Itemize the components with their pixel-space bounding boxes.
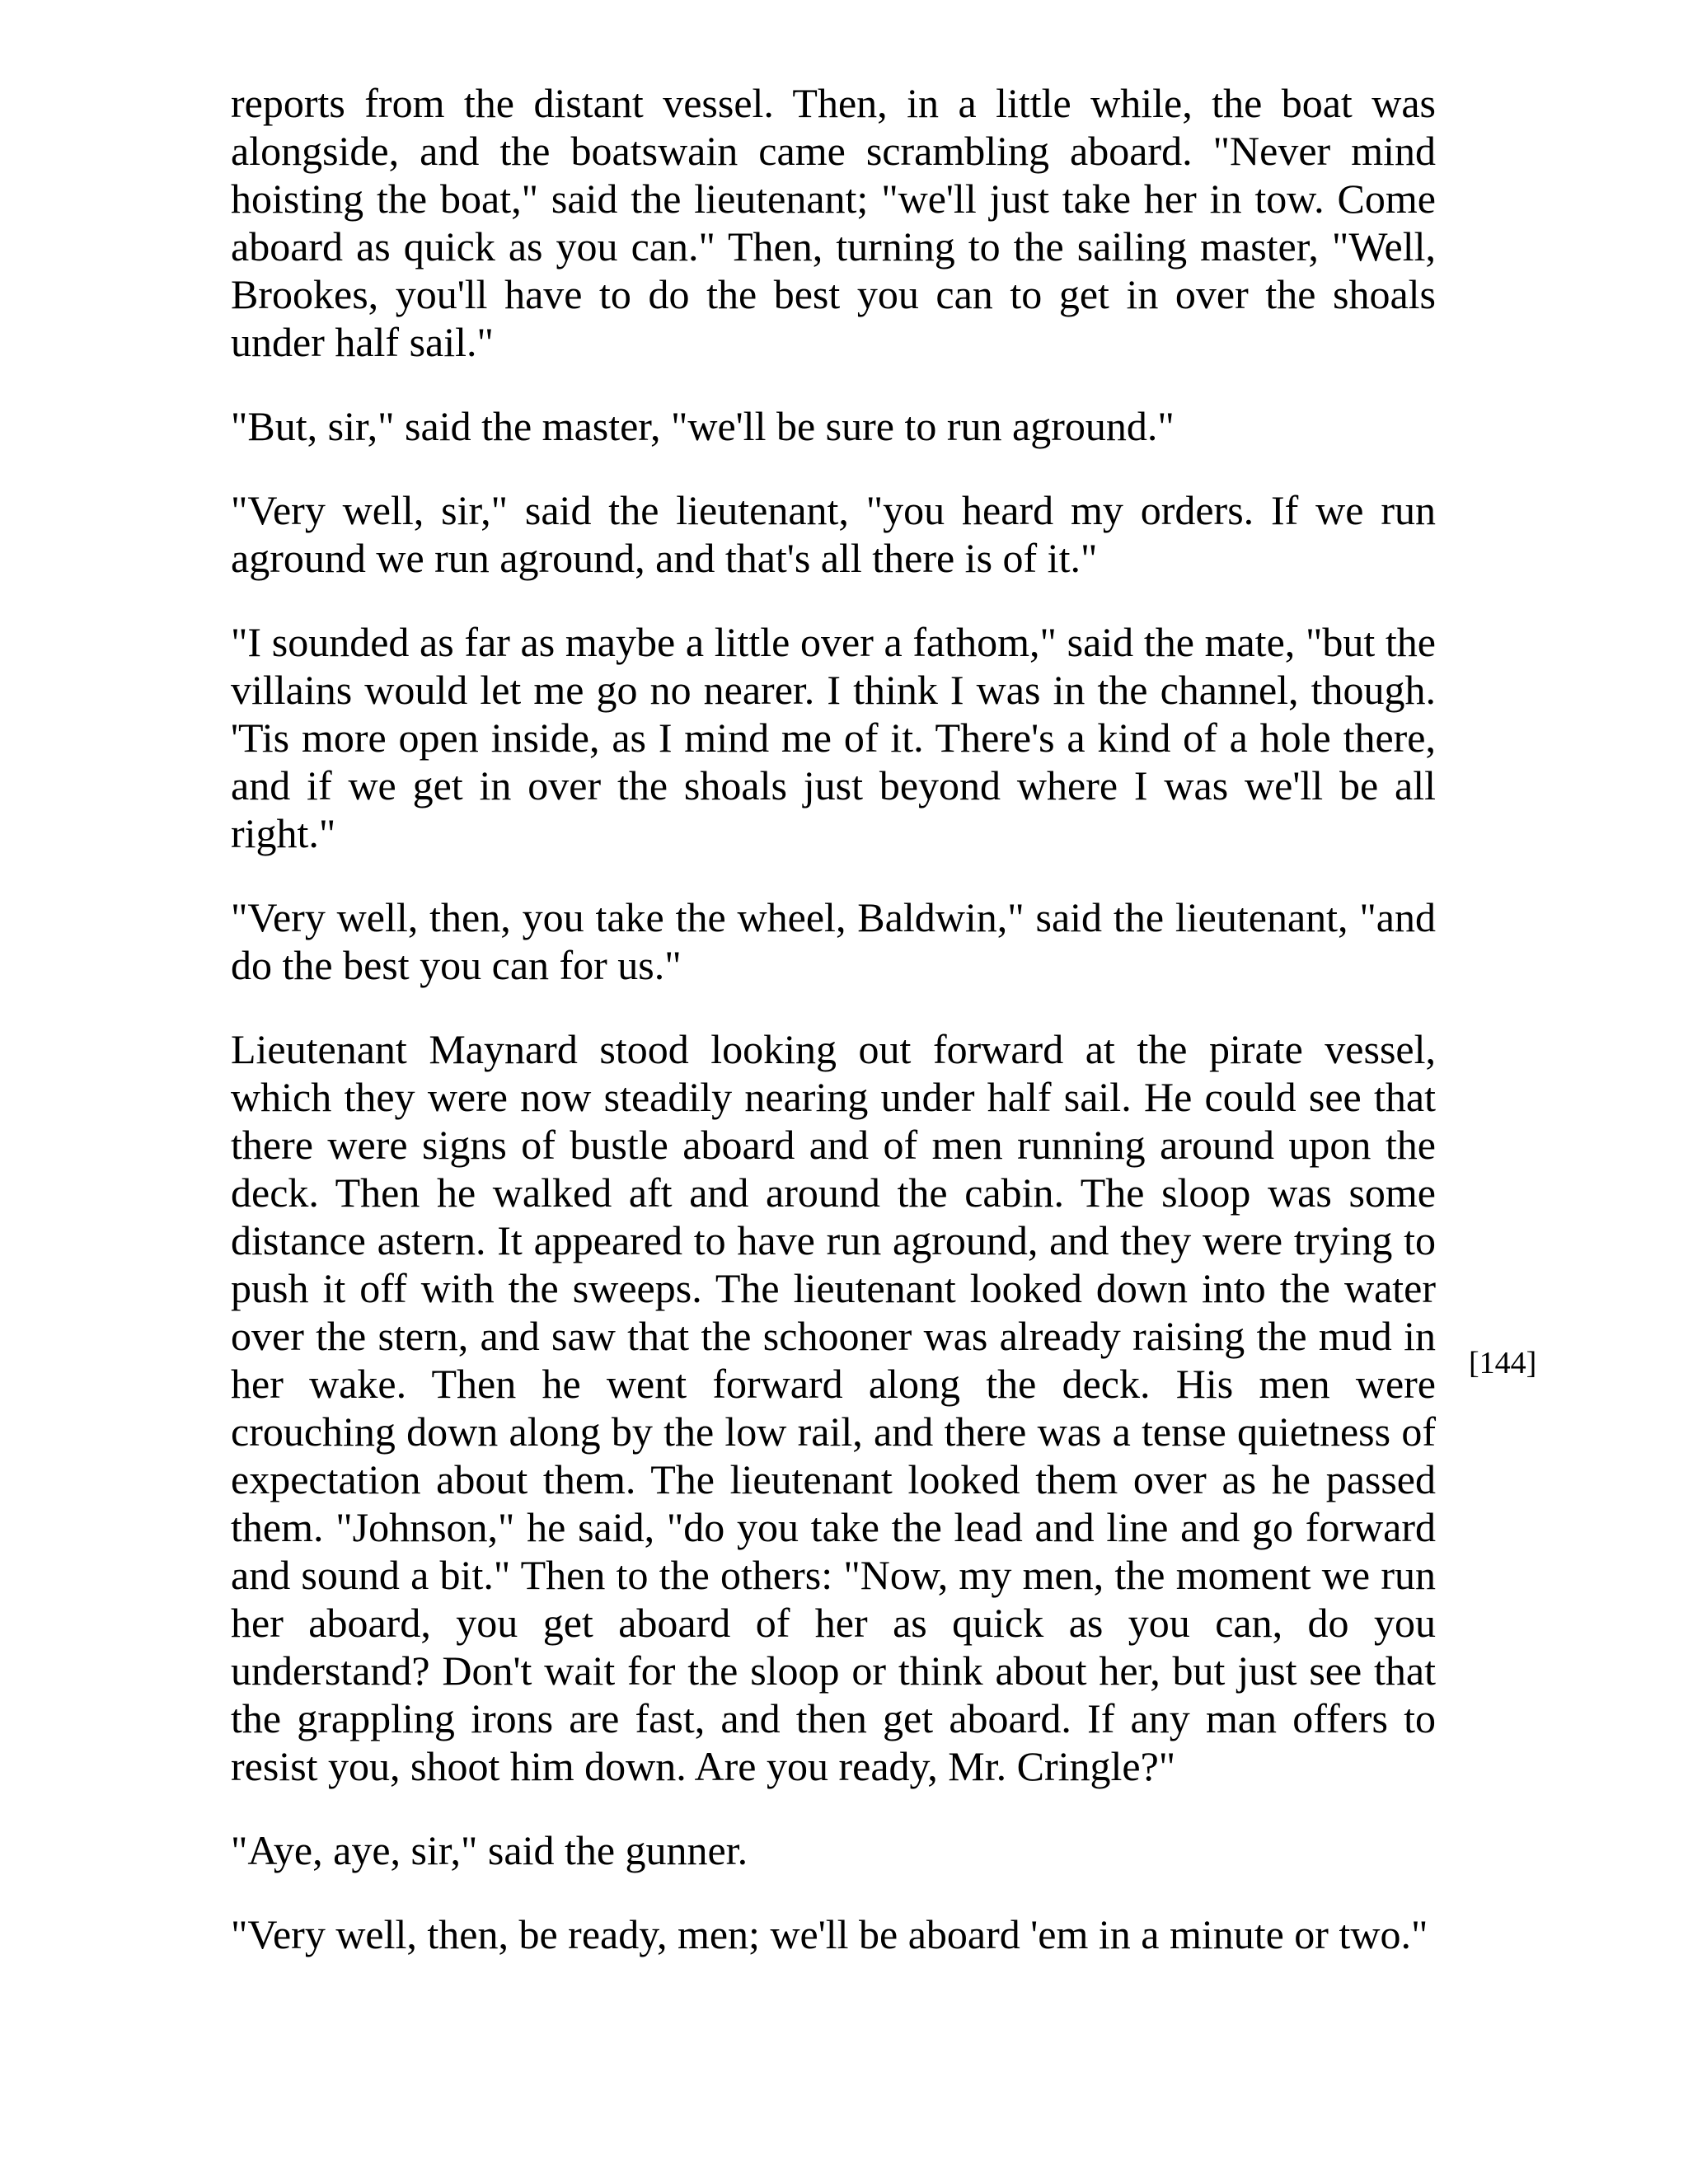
book-page-body bbox=[231, 79, 1436, 1994]
paragraph-8: "Very well, then, be ready, men; we'll be aboard 'em in a minute or two." bbox=[231, 1911, 1428, 1957]
paragraph-4: "I sounded as far as maybe a little over a fathom," said the mate, "but the villains would let me go no nearer. I think I was in the channel, though. 'Tis more open inside, as I mind me of it. There's a kind of a hole there, and if we get in over the shoals just beyond where I was we'll be all right." bbox=[231, 619, 1436, 856]
page-number: [144] bbox=[1469, 1346, 1537, 1380]
paragraph-7: "Aye, aye, sir," said the gunner. bbox=[231, 1827, 748, 1873]
paragraph-1: reports from the distant vessel. Then, in a little while, the boat was alongside, and the boatswain came scrambling aboard. "Never mind hoisting the boat," said the lieutenant; "we'll just take her in tow. Come aboard as quick as you can." Then, turning to the sailing master, "Well, Brookes, you'll have to do the best you can to get in over the shoals under half sail." bbox=[231, 80, 1436, 365]
paragraph-5: "Very well, then, you take the wheel, Baldwin," said the lieutenant, "and do the best you can for us." bbox=[231, 894, 1436, 988]
paragraph-3: "Very well, sir," said the lieutenant, "you heard my orders. If we run aground we run aground, and that's all there is of it." bbox=[231, 487, 1436, 581]
paragraph-2: "But, sir," said the master, "we'll be sure to run aground." bbox=[231, 403, 1175, 449]
paragraph-6: Lieutenant Maynard stood looking out forward at the pirate vessel, which they were now steadily nearing under half sail. He could see that there were signs of bustle aboard and of men running around upon the deck. Then he walked aft and around the cabin. The sloop was some distance astern. It appeared to have run aground, and they were trying to push it off with the sweeps. The lieutenant looked down into the water over the stern, and saw that the schooner was already raising the mud in her wake. Then he went forward along the deck. His men were crouching down along by the low rail, and there was a tense quietness of expectation about them. The lieutenant looked them over as he passed them. "Johnson," he said, "do you take the lead and line and go forward and sound a bit." Then to the others: "Now, my men, the moment we run her aboard, you get aboard of her as quick as you can, do you understand? Don't wait for the sloop or think about her, but just see that the grappling irons are fast, and then get aboard. If any man offers to resist you, shoot him down. Are you ready, Mr. Cringle?" bbox=[231, 1026, 1436, 1789]
